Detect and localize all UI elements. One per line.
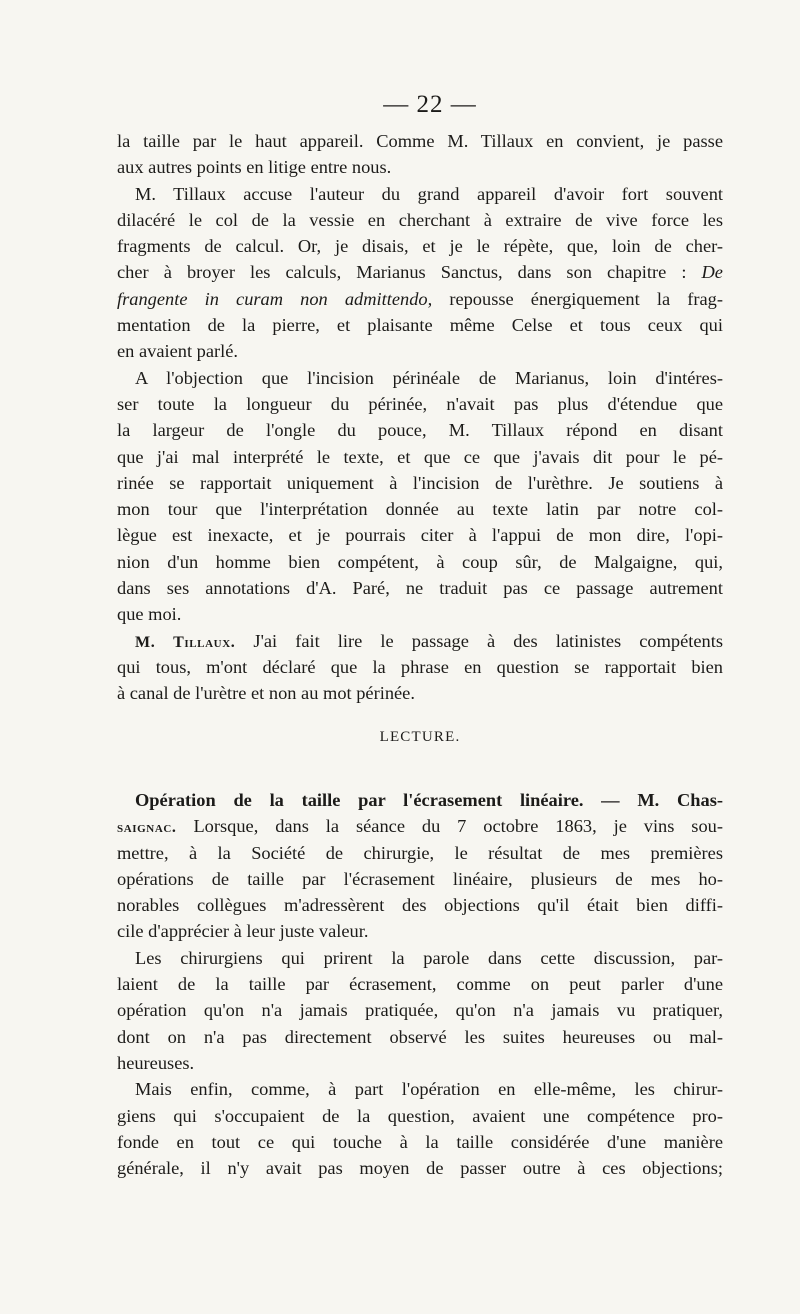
text-line: la largeur de l'ongle du pouce, M. Tillaux répond en disant	[117, 420, 723, 441]
text-line: générale, il n'y avait pas moyen de passer outre à ces objections;	[117, 1158, 723, 1179]
latin-title: frangente in curam non admittendo,	[117, 288, 433, 309]
text-line: Mais enfin, comme, à part l'opération en elle-même, les chirur-	[135, 1079, 723, 1100]
article-title: Opération de la taille par l'écrasement linéaire. — M. Chas-	[135, 790, 723, 810]
text-line: frangente in curam non admittendo, repousse énergiquement la frag-	[117, 288, 723, 309]
text-line: dilacéré le col de la vessie en cherchant à extraire de vive force les	[117, 209, 723, 230]
text-line: dans ses annotations d'A. Paré, ne traduit pas ce passage autrement	[117, 578, 723, 599]
text-line: opérations de taille par l'écrasement linéaire, plusieurs de mes ho-	[117, 868, 723, 889]
text-line: à canal de l'urètre et non au mot périnée.	[117, 683, 415, 704]
text-line: cher à broyer les calculs, Marianus Sanctus, dans son chapitre : De	[117, 262, 723, 283]
text-line: rinée se rapportait uniquement à l'incision de l'urèthre. Je soutiens à	[117, 472, 723, 493]
text-line: la taille par le haut appareil. Comme M. Tillaux en convient, je passe	[117, 131, 723, 151]
body-text-top	[117, 128, 723, 707]
text-line: nion d'un homme bien compétent, à coup sûr, de Malgaigne, qui,	[117, 551, 723, 572]
text-line: laient de la taille par écrasement, comme on peut parler d'une	[117, 974, 723, 995]
page-number: — 22 —	[383, 91, 477, 118]
body-text-bottom	[117, 787, 723, 1181]
text-line: mon tour que l'interprétation donnée au texte latin par notre col-	[117, 499, 723, 520]
text-line: mentation de la pierre, et plaisante même Celse et tous ceux qui	[117, 315, 723, 336]
speaker-name: M. Tillaux.	[135, 633, 236, 651]
text-line: lègue est inexacte, et je pourrais citer à l'appui de mon dire, l'opi-	[117, 525, 723, 546]
text-line: opération qu'on n'a jamais pratiquée, qu'on n'a jamais vu pratiquer,	[117, 1000, 723, 1021]
text-line: fragments de calcul. Or, je disais, et je le répète, que, loin de cher-	[117, 236, 723, 257]
section-heading: LECTURE.	[379, 729, 461, 745]
text-line: saignac. Lorsque, dans la séance du 7 octobre 1863, je vins sou-	[117, 816, 723, 837]
text-line: M. Tillaux accuse l'auteur du grand appareil d'avoir fort souvent	[135, 183, 723, 204]
text-line: ser toute la longueur du périnée, n'avait pas plus d'étendue que	[117, 393, 723, 414]
text-line: mettre, à la Société de chirurgie, le résultat de mes premières	[117, 842, 723, 863]
latin-title-start: De	[701, 262, 723, 283]
text-line: A l'objection que l'incision périnéale de Marianus, loin d'intéres-	[135, 367, 723, 388]
text-line: que moi.	[117, 604, 182, 625]
text-line: qui tous, m'ont déclaré que la phrase en question se rapportait bien	[117, 656, 723, 677]
speaker-name: saignac.	[117, 819, 177, 837]
text-line: M. Tillaux. J'ai fait lire le passage à des latinistes compétents	[135, 630, 723, 651]
text-line: Les chirurgiens qui prirent la parole dans cette discussion, par-	[135, 947, 723, 968]
text-line: en avaient parlé.	[117, 341, 239, 362]
text-line: que j'ai mal interprété le texte, et que ce que j'avais dit pour le pé-	[117, 446, 723, 467]
text-line: heureuses.	[117, 1052, 195, 1073]
text-line	[117, 787, 723, 813]
text-line: norables collègues m'adressèrent des objections qu'il était bien diffi-	[117, 895, 723, 916]
text-line: aux autres points en litige entre nous.	[117, 157, 392, 178]
text-line: dont on n'a pas directement observé les suites heureuses ou mal-	[117, 1026, 723, 1047]
text-line: fonde en tout ce qui touche à la taille considérée d'une manière	[117, 1131, 723, 1152]
text-line: cile d'apprécier à leur juste valeur.	[117, 921, 369, 942]
text-line: giens qui s'occupaient de la question, avaient une compétence pro-	[117, 1105, 723, 1126]
